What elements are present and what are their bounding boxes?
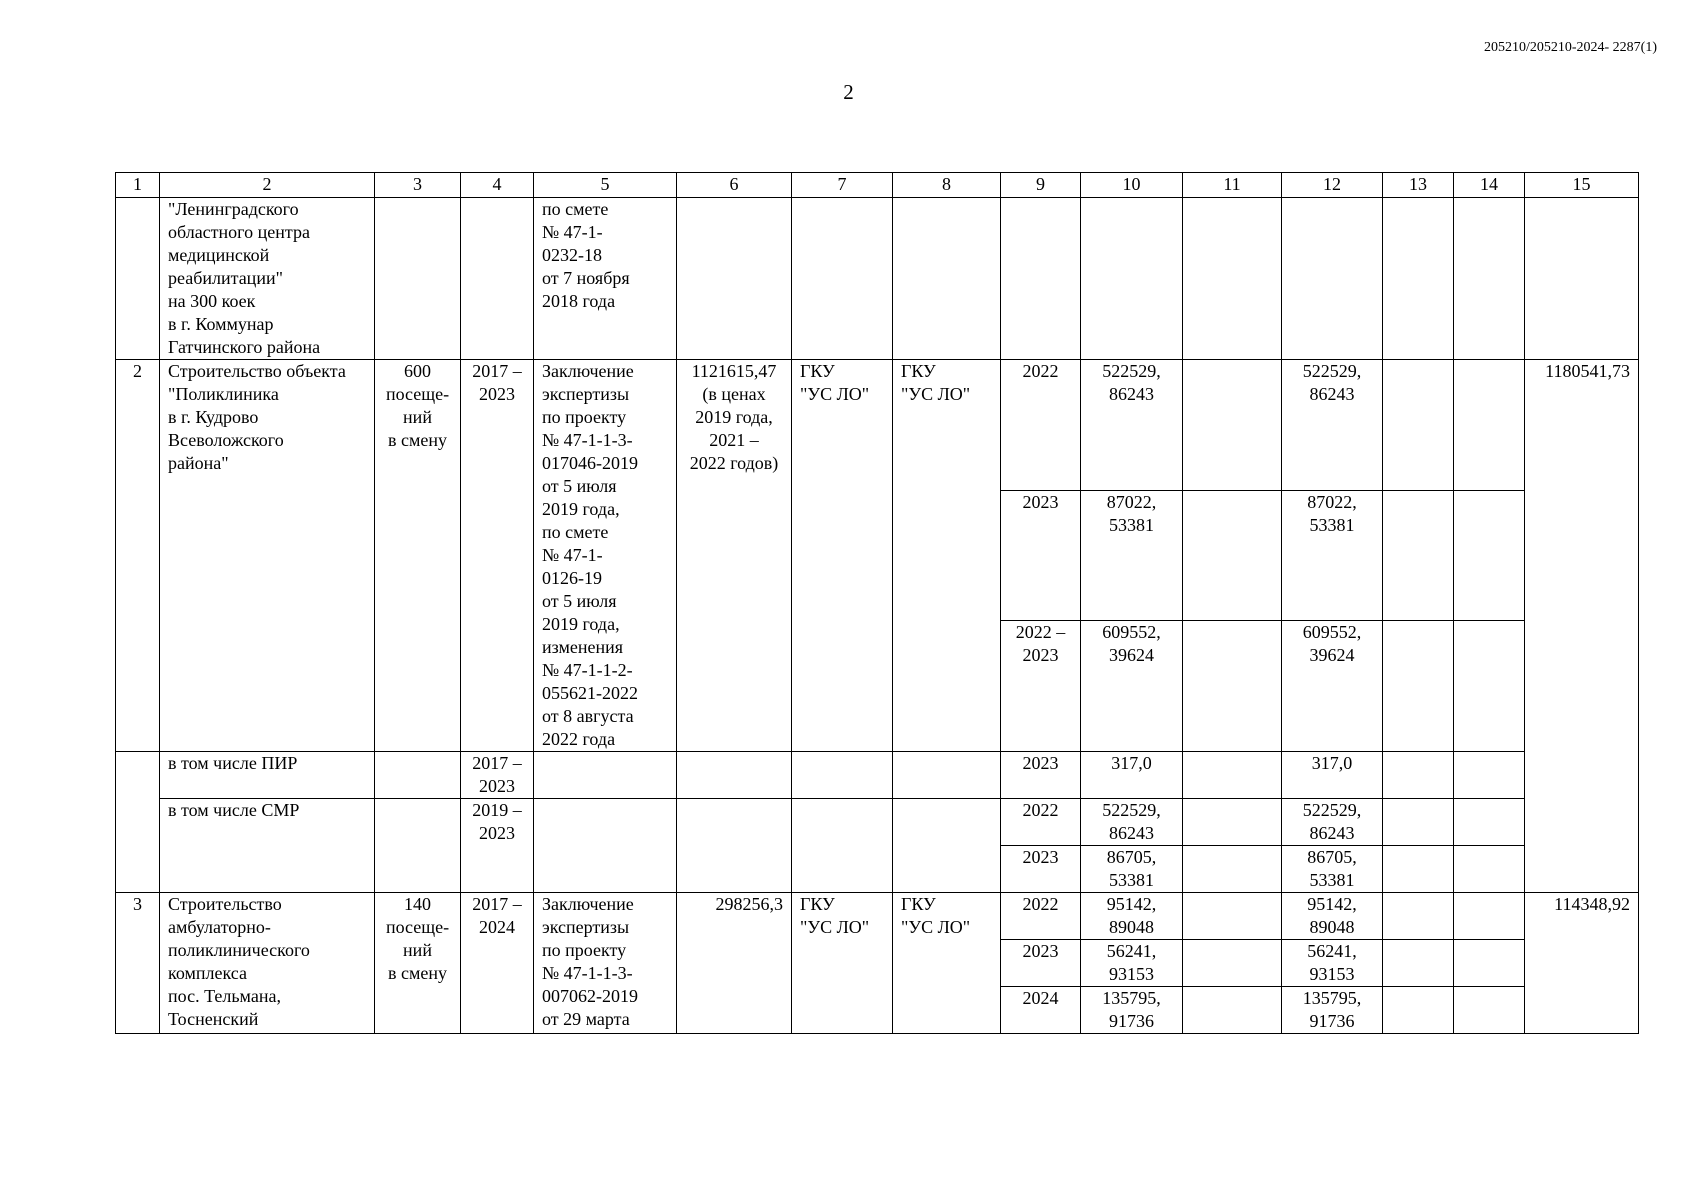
text-line: 2022 годов): [689, 453, 779, 473]
text-line: экспертизы: [542, 384, 630, 404]
col13-value: [1383, 893, 1454, 940]
row-number: [116, 752, 160, 893]
col11-value: [1183, 360, 1282, 491]
text-line: 93153: [1109, 964, 1154, 984]
text-line: № 47-1-: [542, 545, 603, 565]
year: 2022: [1001, 893, 1081, 940]
text-line: 135795,: [1102, 988, 1161, 1008]
col14-value: [1454, 846, 1525, 893]
col12-value: [1282, 360, 1383, 491]
col11-value: [1183, 893, 1282, 940]
text-line: 95142,: [1307, 894, 1357, 914]
year: 2022: [1001, 799, 1081, 846]
object-name: [160, 893, 375, 1034]
col-header: 11: [1183, 173, 1282, 198]
col-header: 10: [1081, 173, 1183, 198]
text-line: 522529,: [1302, 361, 1362, 381]
col14-value: [1454, 940, 1525, 987]
col10-value: [1081, 893, 1183, 940]
text-line: по смете: [542, 199, 609, 219]
text-line: в смену: [387, 963, 447, 983]
text-line: 91736: [1309, 1011, 1355, 1031]
col12-value: [1282, 490, 1383, 621]
cost: [677, 752, 792, 799]
customer: [792, 752, 893, 799]
row-number: [116, 198, 160, 360]
text-line: 017046-2019: [542, 453, 638, 473]
text-line: экспертизы: [542, 917, 630, 937]
col-header: 12: [1282, 173, 1383, 198]
developer: [893, 752, 1001, 799]
col12-value: [1282, 846, 1383, 893]
col12-value: [1282, 893, 1383, 940]
col15-value: 1180541,73: [1525, 360, 1639, 893]
text-line: 91736: [1109, 1011, 1154, 1031]
text-line: ГКУ: [800, 361, 835, 381]
text-line: № 47-1-1-3-: [542, 963, 633, 983]
text-line: посеще-: [385, 917, 450, 937]
text-line: 609552,: [1102, 622, 1161, 643]
text-line: 2023: [1022, 491, 1059, 512]
object-name: в том числе СМР: [160, 799, 375, 893]
text-line: 89048: [1309, 917, 1355, 937]
text-line: 2019 года,: [542, 499, 620, 519]
text-line: посеще-: [385, 384, 450, 404]
col10-value: [1081, 360, 1183, 491]
text-line: по проекту: [542, 407, 627, 427]
col14-value: [1454, 987, 1525, 1034]
col13-value: [1383, 987, 1454, 1034]
col12-value: [1282, 621, 1383, 752]
text-line: 56241,: [1106, 941, 1157, 961]
col12-value: [1282, 799, 1383, 846]
text-line: 95142,: [1106, 894, 1157, 914]
row-number: 3: [116, 893, 160, 1034]
text-line: поликлинического: [168, 940, 310, 960]
period: [461, 198, 534, 360]
text-line: Тосненский: [168, 1009, 259, 1029]
col-header: 13: [1383, 173, 1454, 198]
text-line: 135795,: [1302, 988, 1362, 1008]
text-line: по смете: [542, 522, 609, 542]
text-line: от 29 марта: [542, 1009, 630, 1029]
col11-value: [1183, 490, 1282, 621]
col-header: 1: [116, 173, 160, 198]
col11-value: [1183, 846, 1282, 893]
table-row: [116, 360, 1639, 491]
text-line: 2017 –: [472, 894, 522, 914]
text-line: Заключение: [542, 894, 634, 914]
text-line: 055621-2022: [542, 683, 638, 703]
col14: [1454, 198, 1525, 360]
text-line: 93153: [1309, 964, 1355, 984]
col-header: 7: [792, 173, 893, 198]
text-line: (в ценах: [702, 384, 766, 404]
text-line: 2022: [1022, 361, 1059, 381]
object-name: [160, 198, 375, 360]
col13-value: [1383, 490, 1454, 621]
text-line: 89048: [1109, 917, 1154, 937]
year: 2024: [1001, 987, 1081, 1034]
col14-value: [1454, 621, 1525, 752]
year: 2023: [1001, 846, 1081, 893]
text-line: амбулаторно-: [168, 917, 271, 937]
col-header: 6: [677, 173, 792, 198]
col12-value: [1282, 987, 1383, 1034]
text-line: ГКУ: [800, 894, 835, 914]
document-number: 205210/205210-2024- 2287(1): [1483, 40, 1657, 55]
col13-value: [1383, 752, 1454, 799]
col-header: 3: [375, 173, 461, 198]
text-line: Строительство: [168, 894, 282, 914]
text-line: реабилитации": [168, 268, 283, 288]
doc-details: [534, 799, 677, 893]
text-line: на 300 коек: [168, 291, 256, 311]
col-header: 4: [461, 173, 534, 198]
col11-value: [1183, 940, 1282, 987]
text-line: "УС ЛО": [800, 917, 870, 937]
col10-value: [1081, 940, 1183, 987]
object-name: в том числе ПИР: [160, 752, 375, 799]
page-number: 2: [843, 80, 854, 104]
investment-table: [115, 172, 1639, 1034]
text-line: "УС ЛО": [800, 384, 870, 404]
text-line: "УС ЛО": [901, 384, 971, 404]
customer: [792, 893, 893, 1034]
col13: [1383, 198, 1454, 360]
text-line: 609552,: [1302, 622, 1362, 643]
year: [1001, 490, 1081, 621]
text-line: 2022 –: [1015, 622, 1066, 643]
text-line: № 47-1-1-3-: [542, 430, 633, 450]
developer: [893, 799, 1001, 893]
cost: [677, 799, 792, 893]
text-line: "Поликлиника: [168, 384, 279, 404]
text-line: в г. Кудрово: [168, 407, 259, 427]
col10-value: [1081, 799, 1183, 846]
col14-value: [1454, 490, 1525, 621]
text-line: 2019 года,: [542, 614, 620, 634]
year: 2023: [1001, 752, 1081, 799]
text-line: от 7 ноября: [542, 268, 630, 288]
text-line: Строительство объекта: [168, 361, 346, 381]
col13-value: [1383, 846, 1454, 893]
col-header: 2: [160, 173, 375, 198]
col-header: 9: [1001, 173, 1081, 198]
col13-value: [1383, 621, 1454, 752]
text-line: района": [168, 453, 229, 473]
period: [461, 752, 534, 799]
text-line: 86705,: [1106, 847, 1157, 867]
text-line: 53381: [1109, 514, 1154, 535]
text-line: № 47-1-1-2-: [542, 660, 633, 680]
header-row: [116, 173, 1639, 198]
text-line: 56241,: [1307, 941, 1357, 961]
text-line: ний: [403, 940, 432, 960]
text-line: 0232-18: [542, 245, 602, 265]
year: [1001, 621, 1081, 752]
doc-details: [534, 893, 677, 1034]
col13-value: [1383, 360, 1454, 491]
text-line: 86243: [1109, 823, 1154, 843]
col10-value: [1081, 987, 1183, 1034]
col10-value: [1081, 846, 1183, 893]
col12-value: [1282, 940, 1383, 987]
col12-value: 317,0: [1282, 752, 1383, 799]
col-header: 14: [1454, 173, 1525, 198]
col-header: 15: [1525, 173, 1639, 198]
text-line: 86243: [1109, 384, 1154, 404]
year: [1001, 360, 1081, 491]
capacity: [375, 893, 461, 1034]
col-header: 8: [893, 173, 1001, 198]
text-line: 522529,: [1102, 800, 1161, 820]
col-header: 5: [534, 173, 677, 198]
capacity: [375, 799, 461, 893]
text-line: от 5 июля: [542, 476, 617, 496]
col12: [1282, 198, 1383, 360]
period: [461, 360, 534, 752]
text-line: Заключение: [542, 361, 634, 381]
text-line: 86243: [1309, 823, 1355, 843]
text-line: 2018 года: [542, 291, 616, 311]
col14-value: [1454, 752, 1525, 799]
text-line: 2023: [479, 823, 515, 843]
col15: [1525, 198, 1639, 360]
row-number: 2: [116, 360, 160, 752]
developer: [893, 893, 1001, 1034]
text-line: комплекса: [168, 963, 247, 983]
text-line: от 8 августа: [542, 706, 634, 726]
doc-details: [534, 360, 677, 752]
text-line: 522529,: [1102, 361, 1161, 381]
text-line: медицинской: [168, 245, 270, 265]
text-line: 522529,: [1302, 800, 1362, 820]
text-line: 2023: [479, 776, 515, 796]
text-line: областного центра: [168, 222, 310, 242]
customer: [792, 360, 893, 752]
col11-value: [1183, 799, 1282, 846]
text-line: 2019 года,: [695, 407, 773, 427]
text-line: "Ленинградского: [168, 199, 299, 219]
text-line: 87022,: [1307, 491, 1357, 512]
text-line: ГКУ: [901, 361, 936, 381]
col15-value: 114348,92: [1525, 893, 1639, 1034]
col11-value: [1183, 621, 1282, 752]
col14-value: [1454, 893, 1525, 940]
text-line: "УС ЛО": [901, 917, 971, 937]
text-line: 2022 года: [542, 729, 616, 749]
year: [1001, 198, 1081, 360]
text-line: 53381: [1109, 870, 1154, 890]
cost: [677, 198, 792, 360]
col14-value: [1454, 360, 1525, 491]
customer: [792, 198, 893, 360]
text-line: Всеволожского: [168, 430, 284, 450]
text-line: 86243: [1309, 384, 1355, 404]
table-row: [116, 799, 1639, 846]
text-line: ГКУ: [901, 894, 936, 914]
text-line: 86705,: [1307, 847, 1357, 867]
customer: [792, 799, 893, 893]
capacity: [375, 752, 461, 799]
text-line: 600: [404, 361, 431, 381]
text-line: 2021 –: [709, 430, 759, 450]
text-line: 2023: [479, 384, 515, 404]
table-row: [116, 893, 1639, 940]
col10: [1081, 198, 1183, 360]
object-name: [160, 360, 375, 752]
text-line: 2017 –: [472, 361, 522, 381]
text-line: 2024: [479, 917, 515, 937]
capacity: [375, 198, 461, 360]
text-line: от 5 июля: [542, 591, 617, 611]
col11-value: [1183, 987, 1282, 1034]
table-row: [116, 752, 1639, 799]
text-line: 87022,: [1106, 491, 1157, 512]
text-line: в г. Коммунар: [168, 314, 274, 334]
text-line: пос. Тельмана,: [168, 986, 281, 1006]
col11: [1183, 198, 1282, 360]
cost: [677, 360, 792, 752]
col11-value: [1183, 752, 1282, 799]
developer: [893, 198, 1001, 360]
text-line: 0126-19: [542, 568, 602, 588]
text-line: 53381: [1309, 870, 1355, 890]
col13-value: [1383, 940, 1454, 987]
col10-value: [1081, 621, 1183, 752]
text-line: 39624: [1309, 645, 1355, 666]
col10-value: 317,0: [1081, 752, 1183, 799]
developer: [893, 360, 1001, 752]
col10-value: [1081, 490, 1183, 621]
text-line: изменения: [542, 637, 624, 657]
capacity: [375, 360, 461, 752]
table-row: [116, 198, 1639, 360]
text-line: 2017 –: [472, 753, 522, 773]
text-line: 2019 –: [472, 800, 522, 820]
doc-details: [534, 752, 677, 799]
text-line: ний: [403, 407, 432, 427]
text-line: 140: [404, 894, 431, 914]
year: 2023: [1001, 940, 1081, 987]
text-line: Гатчинского района: [168, 337, 321, 357]
cost: 298256,3: [677, 893, 792, 1034]
text-line: 2023: [1022, 645, 1059, 666]
text-line: по проекту: [542, 940, 627, 960]
text-line: в смену: [387, 430, 447, 450]
text-line: 39624: [1109, 645, 1154, 666]
col14-value: [1454, 799, 1525, 846]
col13-value: [1383, 799, 1454, 846]
text-line: 53381: [1309, 514, 1355, 535]
text-line: 007062-2019: [542, 986, 638, 1006]
period: [461, 799, 534, 893]
text-line: 1121615,47: [691, 361, 777, 381]
doc-details: [534, 198, 677, 360]
text-line: № 47-1-: [542, 222, 603, 242]
period: [461, 893, 534, 1034]
